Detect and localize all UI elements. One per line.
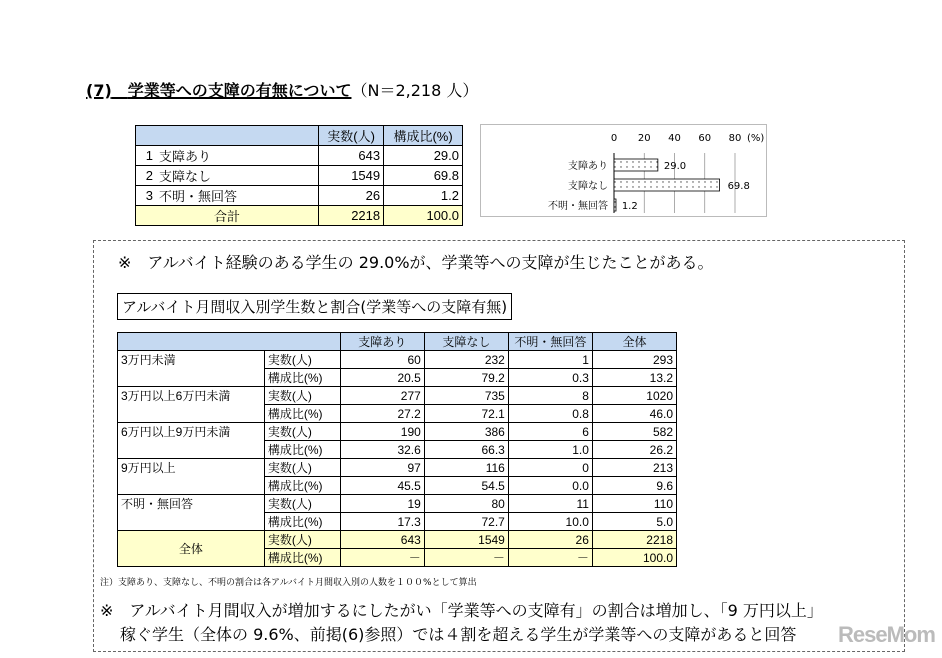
bar [614,159,658,171]
footnote: 注）支障あり、支障なし、不明の割合は各アルバイト月間収入別の人数を１００%として算出 [100,578,477,588]
table-cell: 213 [592,459,676,477]
table-cell: 26 [319,186,384,206]
table-cell: 2218 [592,531,676,549]
table-cell: 54.5 [424,477,508,495]
data-label: 69.8 [727,181,750,192]
table-cell: 構成比(%) [384,126,463,146]
table-cell: 2 [136,166,157,186]
x-tick-label: 80 [728,133,742,144]
bar [614,199,616,211]
table-cell: 0.3 [508,369,592,387]
group-label: 不明・無回答 [118,495,265,531]
section-heading: 学業等への支障の有無について [127,81,352,100]
group-label: 3万円未満 [118,351,265,387]
bar-chart [480,124,767,217]
table-row [118,423,677,441]
table-cell: 100.0 [592,549,676,567]
table-cell: 実数(人) [319,126,384,146]
table-cell: 20.5 [340,369,424,387]
header-row [136,126,463,146]
x-tick-label: 0 [610,133,618,144]
table-cell: 26 [508,531,592,549]
table-cell: － [424,549,508,567]
group-label: 全体 [118,531,265,567]
header-row [118,333,677,351]
table-cell: 実数(人) [264,387,340,405]
watermark-logo: ReseMom [838,622,935,647]
table-cell: 合計 [136,206,319,226]
summary-table [135,125,463,226]
empty-header [118,333,341,351]
income-table [117,332,677,567]
table-cell: 1.2 [384,186,463,206]
table-cell: 643 [340,531,424,549]
x-tick-label: 20 [637,133,651,144]
table-cell: 32.6 [340,441,424,459]
section-number: (7) [86,81,112,100]
table-cell: 支障なし [156,166,319,186]
table-cell: 1 [136,146,157,166]
table-cell: 29.0 [384,146,463,166]
table-row [136,146,463,166]
table-cell: 17.3 [340,513,424,531]
table-cell: 69.8 [384,166,463,186]
table-cell: 293 [592,351,676,369]
table-cell: 実数(人) [264,423,340,441]
bar [614,179,720,191]
table-cell: 97 [340,459,424,477]
category-label: 支障なし [568,181,608,192]
table-cell: 1.0 [508,441,592,459]
table-cell: 構成比(%) [264,369,340,387]
table-cell: 0 [508,459,592,477]
table-cell: 実数(人) [264,495,340,513]
table-cell: 9.6 [592,477,676,495]
conclusion-line-2: 稼ぐ学生（全体の 9.6%、前掲(6)参照）では４割を超える学生が学業等への支障があると回答 [120,625,797,644]
table-cell: 110 [592,495,676,513]
table-row [118,387,677,405]
table-cell: 5.0 [592,513,676,531]
table-cell: 100.0 [384,206,463,226]
table-cell: 27.2 [340,405,424,423]
table-cell [136,126,319,146]
table-cell: 386 [424,423,508,441]
x-tick-label: 40 [668,133,681,144]
table-cell: 支障なし [424,333,508,351]
table-cell: 実数(人) [264,351,340,369]
table-cell: 46.0 [592,405,676,423]
section-title [86,78,478,101]
table-cell: 10.0 [508,513,592,531]
table-cell: 190 [340,423,424,441]
table-cell: 1020 [592,387,676,405]
table-cell: 8 [508,387,592,405]
table-cell: 13.2 [592,369,676,387]
table-cell: 232 [424,351,508,369]
table-cell: 735 [424,387,508,405]
table-cell: 72.7 [424,513,508,531]
data-label: 29.0 [663,161,687,172]
table-cell: 1549 [424,531,508,549]
table-row [118,531,677,549]
table-row [118,351,677,369]
table-cell: 3 [136,186,157,206]
table-cell: 0.8 [508,405,592,423]
table-cell: 45.5 [340,477,424,495]
table-cell: 実数(人) [264,531,340,549]
category-label: 不明・無回答 [548,201,608,212]
table-row [118,495,677,513]
table-cell: 72.1 [424,405,508,423]
total-row [136,206,463,226]
table-cell: 19 [340,495,424,513]
table-cell: 79.2 [424,369,508,387]
table-cell: 不明・無回答 [508,333,592,351]
lead-statement: ※ アルバイト経験のある学生の 29.0%が、学業等への支障が生じたことがある。 [118,253,714,272]
category-label: 支障あり [568,161,608,172]
group-label: 9万円以上 [118,459,265,495]
table-row [136,186,463,206]
table-cell: 80 [424,495,508,513]
x-tick-label: 60 [698,133,712,144]
data-label: 1.2 [621,201,638,212]
table-cell: 全体 [592,333,676,351]
table-cell: 支障あり [340,333,424,351]
table-caption: アルバイト月間収入別学生数と割合(学業等への支障有無) [117,293,512,320]
table-cell: 60 [340,351,424,369]
table-cell: 構成比(%) [264,549,340,567]
table-cell: － [508,549,592,567]
table-cell: 11 [508,495,592,513]
group-label: 6万円以上9万円未満 [118,423,265,459]
table-cell: 277 [340,387,424,405]
table-cell: 116 [424,459,508,477]
table-cell: 66.3 [424,441,508,459]
table-row [118,459,677,477]
table-cell: 構成比(%) [264,405,340,423]
axis-unit: (%) [747,133,765,144]
table-cell: 構成比(%) [264,477,340,495]
table-cell: 支障あり [156,146,319,166]
table-cell: 1 [508,351,592,369]
table-cell: 26.2 [592,441,676,459]
table-cell: 643 [319,146,384,166]
sample-size: （N＝2,218 人） [351,81,479,100]
table-cell: 2218 [319,206,384,226]
conclusion-line-1: ※ アルバイト月間収入が増加するにしたがい「学業等への支障有」の割合は増加し、「9 万円以上」 [100,601,823,620]
table-cell: 6 [508,423,592,441]
table-cell: 不明・無回答 [156,186,319,206]
table-cell: 0.0 [508,477,592,495]
table-row [136,166,463,186]
table-cell: 1549 [319,166,384,186]
table-cell: － [340,549,424,567]
group-label: 3万円以上6万円未満 [118,387,265,423]
table-cell: 582 [592,423,676,441]
table-cell: 実数(人) [264,459,340,477]
table-cell: 構成比(%) [264,513,340,531]
table-cell: 構成比(%) [264,441,340,459]
